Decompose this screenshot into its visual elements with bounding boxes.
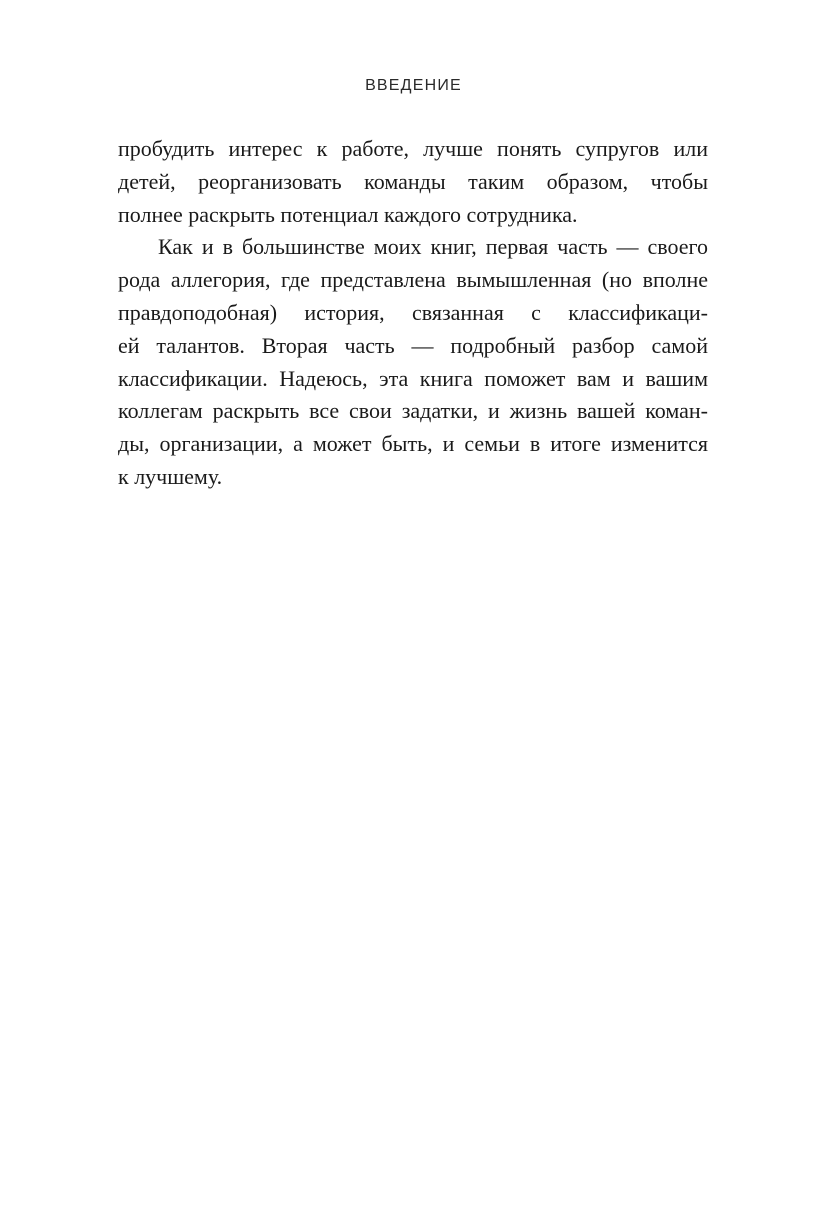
- paragraph-2: [118, 231, 708, 493]
- text-line: ей талантов. Вторая часть — подробный разбор самой: [118, 332, 708, 358]
- text-line: полнее раскрыть потенциал каждого сотрудника.: [118, 201, 578, 227]
- text-line: правдоподобная) история, связанная с классификаци-: [118, 299, 708, 325]
- text-line: классификации. Надеюсь, эта книга поможет вам и вашим: [118, 365, 708, 391]
- text-line: рода аллегория, где представлена вымышленная (но вполне: [118, 267, 708, 293]
- running-head: ВВЕДЕНИЕ: [365, 77, 462, 94]
- text-line: коллегам раскрыть все свои задатки, и жизнь вашей коман-: [118, 398, 708, 424]
- paragraph-1: [118, 133, 708, 231]
- text-line: детей, реорганизовать команды таким образом, чтобы: [118, 168, 708, 194]
- body-text: [118, 133, 708, 494]
- text-line: ды, организации, а может быть, и семьи в итоге изменится: [118, 431, 708, 457]
- text-line: к лучшему.: [118, 463, 223, 489]
- text-line: пробудить интерес к работе, лучше понять супругов или: [118, 136, 708, 161]
- text-line: Как и в большинстве моих книг, первая часть — своего: [158, 234, 708, 260]
